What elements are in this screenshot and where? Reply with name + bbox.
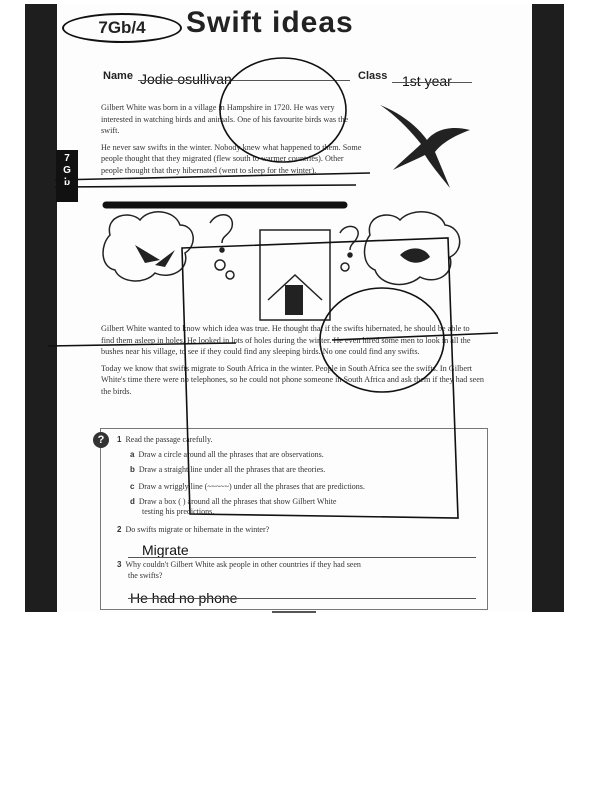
passage-p2: He never saw swifts in the winter. Nobody knew what happened to them. Some people thought that they migrated (flew south to warmer countries). Other people thought that they hibernated (went to sleep for the winter). — [101, 142, 362, 175]
passage-top — [101, 102, 363, 181]
answer-2[interactable]: Migrate — [142, 542, 189, 558]
question-1a: a Draw a circle around all the phrases that are observations. — [130, 450, 324, 459]
answer-2-line — [128, 557, 476, 558]
question-mark-icon: ? — [93, 432, 109, 448]
question-3-cont: the swifts? — [128, 571, 163, 580]
side-tab: 7 G b — [56, 150, 78, 202]
scan-border-right — [532, 4, 564, 612]
question-1: 1 Read the passage carefully. — [117, 435, 213, 444]
question-1c: c Draw a wriggly line (~~~~~) under all the phrases that are predictions. — [130, 482, 365, 491]
answer-3[interactable]: He had no phone — [130, 590, 238, 606]
passage-p3: Gilbert White wanted to know which idea was true. He thought that if the swifts hibernated, he should be able to find them asleep in holes. He looked in lots of holes during the winter. He even hired some men to look in all the bushes near his village, to see if they could find any sleeping birds. No one could find any swifts. — [101, 324, 471, 356]
class-value[interactable]: 1st year — [402, 73, 452, 89]
swift-bird-icon — [375, 100, 475, 192]
name-value[interactable]: Jodie osullivan — [140, 71, 232, 87]
passage-bottom — [101, 323, 484, 402]
story-illustration — [100, 205, 480, 325]
question-3: 3 Why couldn't Gilbert White ask people in other countries if they had seen — [117, 560, 361, 569]
worksheet-code: 7Gb/4 — [62, 13, 182, 43]
scan-border-left — [25, 4, 57, 612]
question-1d: d Draw a box ( ) around all the phrases that show Gilbert White — [130, 497, 337, 506]
class-label: Class — [358, 70, 388, 82]
passage-p4: Today we know that swifts migrate to South Africa in the winter. People in South Africa see the swifts. In Gilbert White's time there were no telephones, so he could not phone someone in South Africa and ask them if they had seen the birds. — [101, 363, 485, 396]
worksheet-title: Swift ideas — [186, 6, 354, 39]
question-1d-cont: testing his predictions. — [142, 507, 215, 516]
answer-3-line — [128, 598, 476, 599]
class-line — [392, 82, 472, 83]
question-1b: b Draw a straight line under all the phrases that are theories. — [130, 465, 326, 474]
question-2: 2 Do swifts migrate or hibernate in the winter? — [117, 525, 270, 534]
passage-p1: Gilbert White was born in a village in Hampshire in 1720. He was very interested in watching birds and animals. One of his favourite birds was the swift. — [101, 103, 349, 135]
name-line — [138, 80, 350, 81]
name-label: Name — [103, 70, 133, 82]
